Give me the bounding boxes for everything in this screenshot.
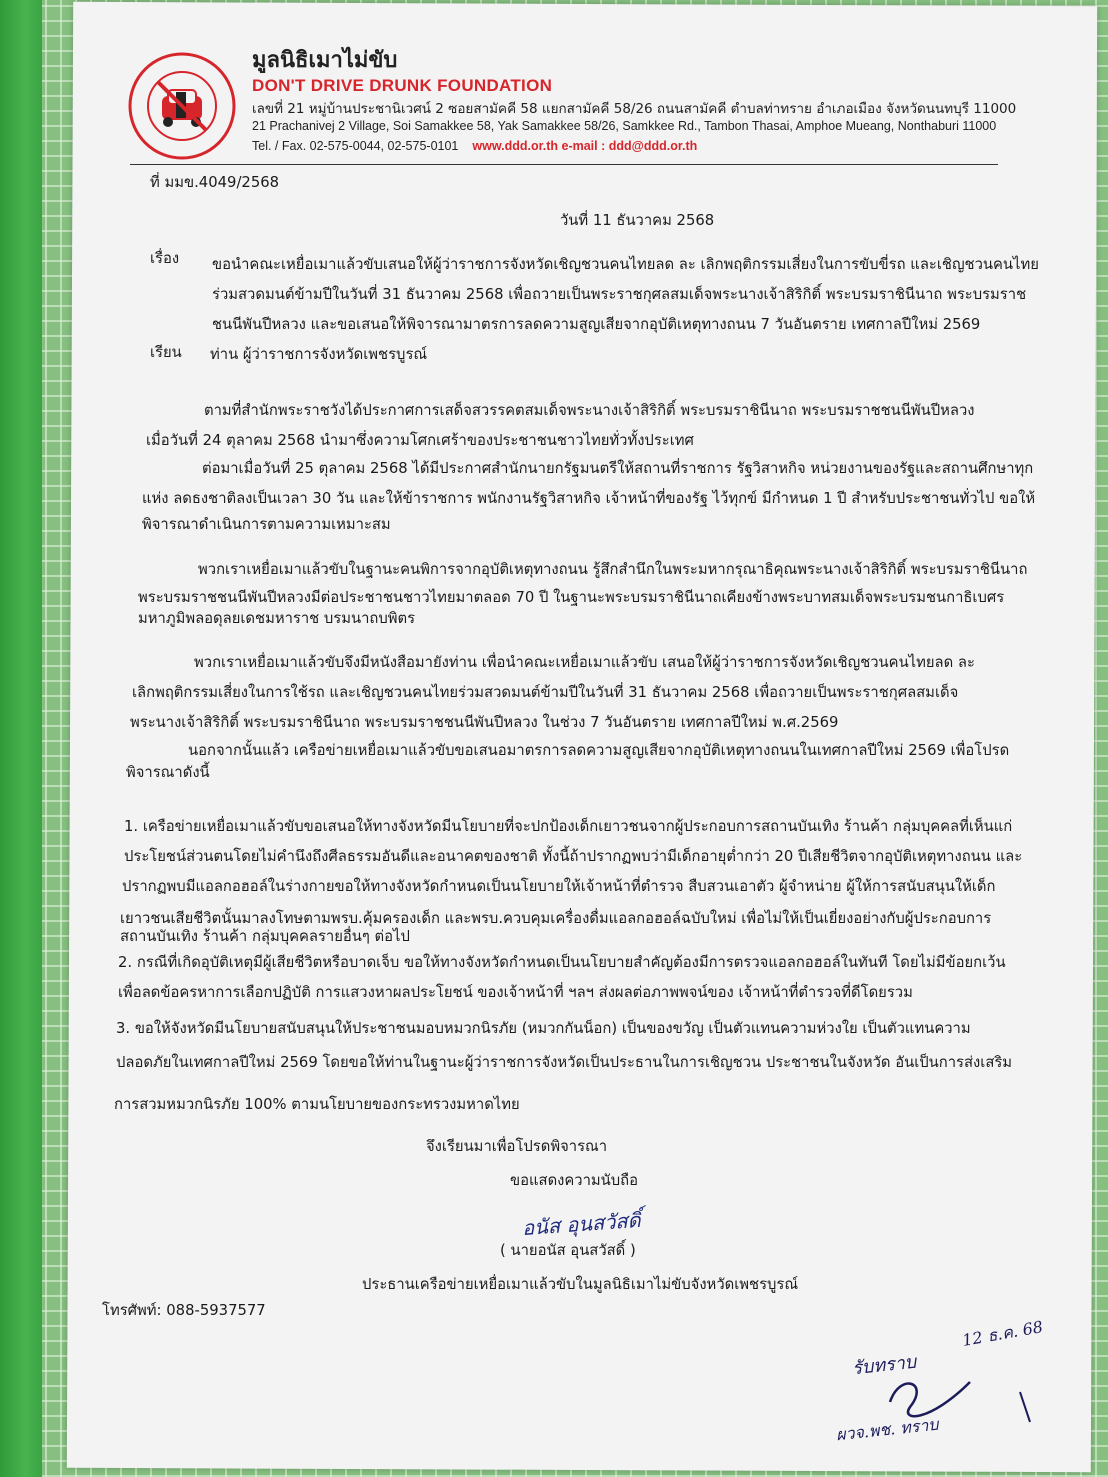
subject-line: ชนนีพันปีหลวง และขอเสนอให้พิจารณามาตรการลดความสูญเสียจากอุบัติเหตุทางถนน 7 วันอันตราย เทศกาลปีใหม่ 2569	[212, 316, 981, 333]
body-line: เลิกพฤติกรรมเสี่ยงในการใช้รถ และเชิญชวนคนไทยร่วมสวดมนต์ข้ามปีในวันที่ 31 ธันวาคม 2568 เพื่อถวายเป็นพระราชกุศลสมเด็จ	[132, 684, 959, 701]
body-line: แห่ง ลดธงชาติลงเป็นเวลา 30 วัน และให้ข้าราชการ พนักงานรัฐวิสาหกิจ เจ้าหน้าที่ของรัฐ ไว้ทุกข์ มีกำหนด 1 ปี สำหรับประชาชนทั่วไป ขอให้	[142, 490, 1036, 507]
body-line: เมื่อวันที่ 24 ตุลาคม 2568 นำมาซึ่งความโศกเศร้าของประชาชนชาวไทยทั่วทั้งประเทศ	[146, 432, 694, 449]
body-line: ต่อมาเมื่อวันที่ 25 ตุลาคม 2568 ได้มีประกาศสำนักนายกรัฐมนตรีให้สถานที่ราชการ รัฐวิสาหกิจ หน่วยงานของรัฐและสถานศึกษาทุก	[202, 460, 1034, 477]
body-line: พิจารณาดังนี้	[126, 764, 210, 781]
reference-number: ที่ มมข.4049/2568	[150, 174, 280, 191]
folder-zipper	[0, 0, 42, 1477]
body-line: พวกเราเหยื่อเมาแล้วขับจึงมีหนังสือมายังท่าน เพื่อนำคณะเหยื่อเมาแล้วขับ เสนอให้ผู้ว่าราชการจังหวัดเชิญชวนคนไทยลด ละ	[194, 654, 975, 671]
body-line: ประโยชน์ส่วนตนโดยไม่คำนึงถึงศีลธรรมอันดีและอนาคตของชาติ ทั้งนี้ถ้าปรากฏพบว่ามีเด็กอายุต่ำกว่า 20 ปีเสียชีวิตจากอุบัติเหตุทางถนน และ	[124, 848, 1023, 865]
foundation-name-english: DON'T DRIVE DRUNK FOUNDATION	[252, 76, 553, 95]
phone-fax: Tel. / Fax. 02-575-0044, 02-575-0101	[252, 139, 459, 153]
body-line: นอกจากนั้นแล้ว เครือข่ายเหยื่อเมาแล้วขับขอเสนอมาตรการลดความสูญเสียจากอุบัติเหตุทางถนนในเทศกาลปีใหม่ 2569 เพื่อโปรด	[188, 742, 1010, 759]
proposal-item-1: 1. เครือข่ายเหยื่อเมาแล้วขับขอเสนอให้ทางจังหวัดมีนโยบายที่จะปกป้องเด็กเยาวชนจากผู้ประกอบการสถานบันเทิง ร้านค้า กลุ่มบุคคลที่เห็นแก่	[124, 818, 1013, 835]
subject-label: เรื่อง	[150, 250, 180, 267]
body-line: เยาวชนเสียชีวิตนั้นมาลงโทษตามพรบ.คุ้มครองเด็ก และพรบ.ควบคุมเครื่องดื่มแอลกอฮอล์ฉบับใหม่ เพื่อไม่ให้เป็นเยี่ยงอย่างกับผู้ประกอบการ	[120, 910, 992, 927]
address-thai: เลขที่ 21 หมู่บ้านประชานิเวศน์ 2 ซอยสามัคคี 58 แยกสามัคคี 58/26 ถนนสามัคคี ตำบลท่าทราย อำเภอเมือง จังหวัดนนทบุรี 11000	[252, 101, 1017, 117]
body-line: พิจารณาดำเนินการตามความเหมาะสม	[142, 516, 391, 533]
recipient-label: เรียน	[150, 344, 182, 361]
body-line: ตามที่สำนักพระราชวังได้ประกาศการเสด็จสวรรคตสมเด็จพระนางเจ้าสิริกิติ์ พระบรมราชินีนาถ พระบรมราชชนนีพันปีหลวง	[204, 402, 975, 419]
handwritten-signature: อนัส อุนสวัสดิ์	[521, 1207, 642, 1241]
closing-line: จึงเรียนมาเพื่อโปรดพิจารณา	[426, 1138, 608, 1155]
subject-line: ร่วมสวดมนต์ข้ามปีในวันที่ 31 ธันวาคม 2568 เพื่อถวายเป็นพระราชกุศลสมเด็จพระนางเจ้าสิริกิติ์ พระบรมราชินีนาถ พระบรมราช	[212, 286, 1027, 303]
body-line: พวกเราเหยื่อเมาแล้วขับในฐานะคนพิการจากอุบัติเหตุทางถนน รู้สึกสำนึกในพระมหากรุณาธิคุณพระนางเจ้าสิริกิติ์ พระบรมราชินีนาถ	[198, 561, 1028, 578]
regards-line: ขอแสดงความนับถือ	[510, 1172, 639, 1189]
foundation-logo	[128, 52, 236, 160]
handwritten-note: รับทราบ	[851, 1351, 918, 1380]
web-email: www.ddd.or.th e-mail : ddd@ddd.or.th	[472, 139, 698, 153]
handwritten-date: 12 ธ.ค. 68	[960, 1317, 1045, 1350]
body-line: พระบรมราชชนนีพันปีหลวงมีต่อประชาชนชาวไทยมาตลอด 70 ปี ในฐานะพระบรมราชินีนาถเคียงข้างพระบาทสมเด็จพระบรมชนกาธิเบศร	[138, 589, 1005, 606]
subject-line: ขอนำคณะเหยื่อเมาแล้วขับเสนอให้ผู้ว่าราชการจังหวัดเชิญชวนคนไทยลด ละ เลิกพฤติกรรมเสี่ยงในการขับขี่รถ และเชิญชวนคนไทย	[212, 256, 1039, 273]
body-line: มหาภูมิพลอดุลยเดชมหาราช บรมนาถบพิตร	[138, 610, 416, 627]
proposal-item-3: 3. ขอให้จังหวัดมีนโยบายสนับสนุนให้ประชาชนมอบหมวกนิรภัย (หมวกกันน็อก) เป็นของขวัญ เป็นตัวแทนความห่วงใย เป็นตัวแทนความ	[116, 1020, 971, 1037]
contact-phone: โทรศัพท์: 088-5937577	[102, 1302, 266, 1319]
signer-title: ประธานเครือข่ายเหยื่อเมาแล้วขับในมูลนิธิเมาไม่ขับจังหวัดเพชรบูรณ์	[362, 1276, 799, 1293]
address-english: 21 Prachanivej 2 Village, Soi Samakkee 58, Yak Samakkee 58/26, Samkkee Rd., Tambon Thasai, Amphoe Mueang, Nonthaburi 11000	[252, 119, 997, 133]
body-line: ปรากฏพบมีแอลกอฮอล์ในร่างกายขอให้ทางจังหวัดกำหนดเป็นนโยบายให้เจ้าหน้าที่ตำรวจ สืบสวนเอาตัว ผู้จำหน่าย ผู้ให้การสนับสนุนให้เด็ก	[122, 878, 996, 895]
handwritten-note: ผวจ.พช. ทราบ	[835, 1414, 940, 1445]
proposal-item-2: 2. กรณีที่เกิดอุบัติเหตุมีผู้เสียชีวิตหรือบาดเจ็บ ขอให้ทางจังหวัดกำหนดเป็นนโยบายสำคัญต้องมีการตรวจแอลกอฮอล์ในทันที โดยไม่มีข้อยกเว้น	[118, 954, 1006, 971]
recipient: ท่าน ผู้ว่าราชการจังหวัดเพชรบูรณ์	[210, 346, 428, 363]
signer-name: ( นายอนัส อุนสวัสดิ์ )	[500, 1242, 636, 1259]
contact-line	[252, 139, 697, 153]
foundation-name-thai: มูลนิธิเมาไม่ขับ	[252, 48, 398, 73]
body-line: เพื่อลดข้อครหาการเลือกปฏิบัติ การแสวงหาผลประโยชน์ ของเจ้าหน้าที่ ฯลฯ ส่งผลต่อภาพพจน์ของ เจ้าหน้าที่ตำรวจที่ดีโดยรวม	[118, 984, 913, 1001]
body-line: สถานบันเทิง ร้านค้า กลุ่มบุคคลรายอื่นๆ ต่อไป	[120, 928, 410, 945]
letterhead-divider	[130, 164, 998, 165]
letter-date: วันที่ 11 ธันวาคม 2568	[560, 212, 715, 229]
body-line: ปลอดภัยในเทศกาลปีใหม่ 2569 โดยขอให้ท่านในฐานะผู้ว่าราชการจังหวัดเป็นประธานในการเชิญชวน ประชาชนในจังหวัด อันเป็นการส่งเสริม	[116, 1054, 1013, 1071]
body-line: พระนางเจ้าสิริกิติ์ พระบรมราชินีนาถ พระบรมราชชนนีพันปีหลวง ในช่วง 7 วันอันตราย เทศกาลปีใหม่ พ.ศ.2569	[130, 714, 839, 731]
body-line: การสวมหมวกนิรภัย 100% ตามนโยบายของกระทรวงมหาดไทย	[114, 1096, 520, 1113]
